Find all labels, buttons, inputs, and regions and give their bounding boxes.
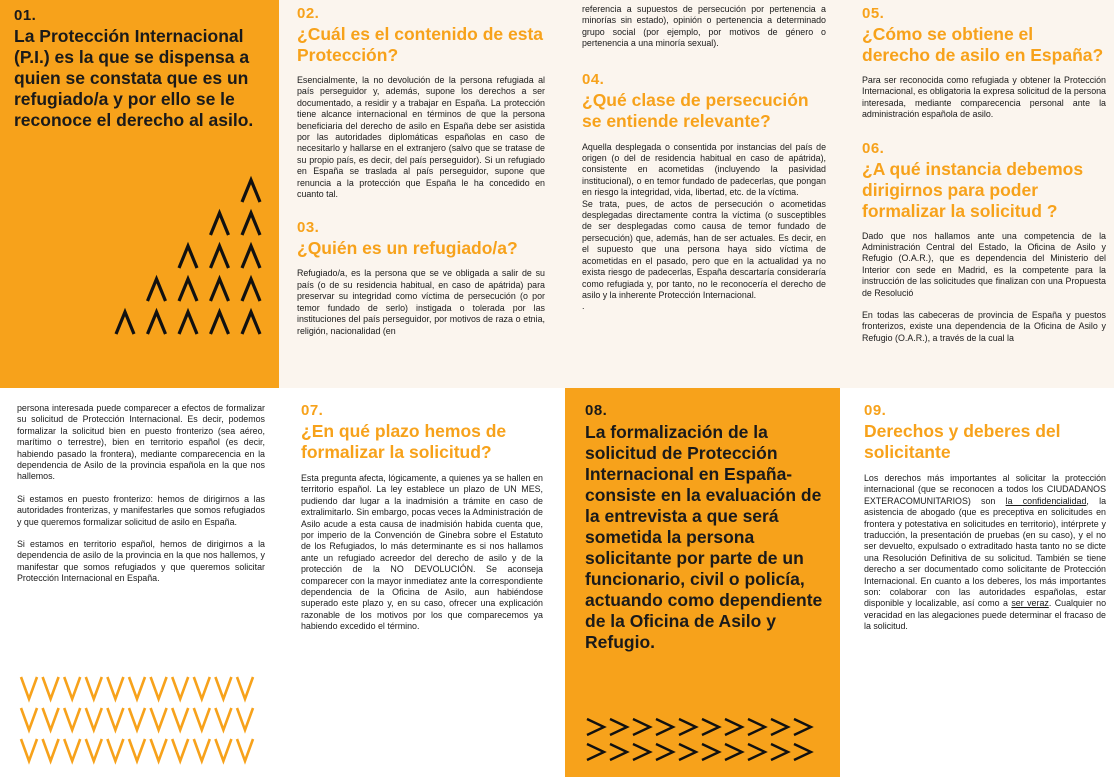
chevron-right-mark (633, 744, 650, 760)
chevron-down-mark (129, 677, 145, 699)
section-06-continued-body-2: Si estamos en puesto fronterizo: hemos de dirigirnos a las autoridades fronterizas, y manifestarles que somos refugiados y que queremos formalizar solicitud de asilo en España. (17, 493, 265, 527)
section-08-panel (565, 388, 840, 777)
caret-mark (211, 312, 229, 334)
chevron-down-pattern-icon (0, 388, 279, 777)
section-03-heading: ¿Quién es un refugiado/a? (297, 238, 518, 259)
chevron-right-mark (794, 719, 811, 735)
section-03-body: Refugiado/a, es la persona que se ve obligada a salir de su país (o de su residencia habitual, en caso de apátrida) para preservar su integridad como víctima de persecución (o por temor fundado de serlo) instigada o tolerada por las instituciones del país perseguidor, por motivos de raza o etnia, religión, nacionalidad (en (297, 268, 545, 336)
caret-mark (242, 213, 260, 235)
section-06-heading: ¿A qué instancia debemos dirigirnos para poder formalizar la solicitud ? (862, 158, 1084, 221)
section-06-continued-body-3: Si estamos en territorio español, hemos de dirigirnos a la dependencia de asilo de la provincia en la que nos hallemos, y manifestar que somos refugiados y que queremos solicitar Protección Internacional en España. (17, 539, 265, 584)
chevron-down-mark (237, 739, 253, 761)
chevron-down-mark (194, 739, 210, 761)
section-05-body: Para ser reconocida como refugiada y obtener la Protección Internacional, es obligatoria la expresa solicitud de la persona interesada, mediante comparecencia personal ante la administración española de asilo. (862, 75, 1106, 120)
caret-mark (179, 279, 197, 301)
chevron-down-mark (21, 739, 37, 761)
section-02-number: 02. (297, 5, 320, 22)
section-04-trailing-mark: . (582, 301, 585, 312)
chevron-right-mark (656, 744, 673, 760)
chevron-down-mark (107, 739, 123, 761)
chevron-down-mark (43, 677, 59, 699)
chevron-down-mark (237, 677, 253, 699)
chevron-down-mark (215, 708, 231, 730)
chevron-right-mark (587, 719, 604, 735)
chevron-down-mark (21, 708, 37, 730)
caret-mark (211, 246, 229, 268)
caret-triangle-pattern-icon (0, 0, 279, 388)
chevron-right-mark (633, 719, 650, 735)
caret-mark (148, 279, 166, 301)
chevron-down-mark (129, 739, 145, 761)
section-06-body-1: Dado que nos hallamos ante una competencia de la Administración Central del Estado, la Oficina de Asilo y Refugio (O.A.R.), que es dependencia del Ministerio del Interior con sede en Madrid, es la competente para la instrucción de las solicitudes que finalizan con una Propuesta de Resolució (862, 230, 1106, 298)
chevron-down-mark (215, 677, 231, 699)
section-05-number: 05. (862, 5, 885, 22)
chevron-down-mark (172, 677, 188, 699)
chevron-down-mark (194, 708, 210, 730)
section-02-heading: ¿Cuál es el contenido de esta Protección? (297, 24, 544, 65)
section-05-heading: ¿Cómo se obtiene el derecho de asilo en España? (862, 24, 1104, 65)
chevron-right-mark (725, 744, 742, 760)
chevron-down-mark (129, 708, 145, 730)
section-04-body-1: Aquella desplegada o consentida por instancias del país de origen (o del de residencia habitual en caso de apátrida), consistente en acometidas (incluyendo la pasividad institucional), o en temor fundado de padecerlas, que pongan en riesgo la integridad, vida, libertad, etc. de la víctima. (582, 141, 826, 198)
section-01-statement: La Protección Internacional (P.I.) es la que se dispensa a quien se constata que es un refugiado/a y por ello se le reconoce el derecho al asilo. (14, 26, 254, 130)
truthfulness-underlined-term: ser veraz (1011, 598, 1049, 609)
chevron-down-mark (172, 708, 188, 730)
section-09-body (864, 473, 1106, 633)
section-07-number: 07. (301, 402, 324, 419)
section-04-panel (568, 0, 842, 388)
section-09-body-part-b: , la asistencia de abogado (que es preceptiva en solicitudes en frontera y potestativa en solicitudes en territorio), intérprete y traducción, la presentación de pruebas (en su caso), y el no ser devuelto, expulsado o extraditado hasta tanto no se dicte una Resolución Definitiva de su solicitud. También se tiene derecho a ser documentado como solicitante de Protección Internacional. En cuanto a los deberes, los más importantes son: colaborar con las autoridades españolas, estar disponible y localizable, así como a (864, 495, 1107, 609)
section-06-body-2: En todas las cabeceras de provincia de España y puestos fronterizos, existe una dependencia de la Oficina de Asilo y Refugio (O.A.R.), a través de la cual la (862, 310, 1106, 343)
section-06-number: 06. (862, 139, 885, 157)
chevron-down-mark (237, 708, 253, 730)
caret-mark (148, 312, 166, 334)
chevron-right-mark (771, 719, 788, 735)
section-08-number: 08. (585, 402, 608, 419)
chevron-down-mark (172, 739, 188, 761)
section-01-panel (0, 0, 279, 388)
chevron-right-mark (587, 744, 604, 760)
chevron-right-mark (656, 719, 673, 735)
section-04-number: 04. (582, 70, 605, 88)
section-06-continued-body-1: persona interesada puede comparecer a efectos de formalizar su solicitud de Protección Internacional. Es decir, podemos formalizar la solicitud bien en puesto fronterizo (sea aéreo, marítimo o terrestre), bien en territorio español (es decir, habiendo pasado la frontera), mediante comparecencia en la dependencia de Asilo de la provincia española en la que nos hallemos. (17, 403, 265, 482)
chevron-right-mark (725, 719, 742, 735)
section-09-panel (850, 388, 1114, 777)
section-07-heading: ¿En qué plazo hemos de formalizar la solicitud? (301, 421, 507, 462)
chevron-right-pattern-icon (565, 388, 840, 777)
chevron-down-mark (107, 708, 123, 730)
section-06-continued-panel (0, 388, 279, 777)
confidentiality-underlined-term: la confidencialidad (1005, 495, 1087, 506)
chevron-down-mark (151, 739, 167, 761)
chevron-down-mark (43, 739, 59, 761)
section-04-body-2: Se trata, pues, de actos de persecución o acometidas desplegadas directamente contra la víctima (o susceptibles de ser desplegadas como causa de temor fundado de persecución) que, además, han de ser actuales. Es decir, en el supuesto que una persona haya sido víctima de acometidas en el pasado, pero que en la actualidad ya no exista riesgo de padecerlas, España descartaría consideraría como refugiada y, por tanto, no le reconocería el derecho de asilo y la inherente Protección Internacional. (582, 198, 826, 300)
caret-mark (242, 180, 260, 202)
chevron-right-mark (679, 744, 696, 760)
chevron-right-mark (794, 744, 811, 760)
chevron-down-mark (21, 677, 37, 699)
caret-mark (242, 246, 260, 268)
section-04-heading: ¿Qué clase de persecución se entiende relevante? (582, 89, 809, 131)
section-03-number: 03. (297, 219, 320, 237)
section-01-number: 01. (14, 7, 37, 24)
chevron-right-mark (702, 744, 719, 760)
chevron-down-mark (151, 708, 167, 730)
chevron-down-mark (64, 677, 80, 699)
section-09-body-part-c: . Cualquier no veracidad en las alegaciones puede determinar el fracaso de la solicitud. (864, 598, 1107, 632)
section-09-body-part-a: Los derechos más importantes al solicitar la protección internacional (que se reconocen a todos los CIUDADANOS EXTERACOMUNITARIOS) son (864, 473, 1106, 506)
caret-mark (242, 312, 260, 334)
chevron-right-mark (748, 744, 765, 760)
chevron-right-mark (679, 719, 696, 735)
section-05-panel (850, 0, 1114, 388)
section-07-body: Esta pregunta afecta, lógicamente, a quienes ya se hallen en territorio español. La ley establece un plazo de UN MES, pudiendo dar lugar a la inadmisión a trámite en caso de extralimitarlo. Sin embargo, pocas veces la Administración de Asilo acude a esta causa de inadmisión habida cuenta que, por imperio de la Convención de Ginebra sobre el Estatuto de los Refugiados, lo más determinante es si nos hallamos ante un refugiado acreedor del derecho de asilo y de la protección de la NO DEVOLUCIÓN. Se aconseja comparecer con la mayor inmediatez ante la correspondiente dependencia de la Oficina de Asilo, aun habiéndose superado este plazo y, en su caso, ofrecer una explicación razonable de los motivos por los que comparecemos ya habiendo excedido el término. (301, 473, 543, 632)
chevron-right-mark (610, 719, 627, 735)
chevron-down-mark (151, 677, 167, 699)
section-09-number: 09. (864, 402, 887, 419)
section-02-body: Esencialmente, la no devolución de la persona refugiada al país perseguidor y, además, supone los derechos a ser documentado, a residir y a trabajar en España. La protección tiene alcance internacional en términos de que la persona beneficiaria del derecho de asilo en España debe ser asistida por las autoridades diplomáticas españolas en caso de necesitarlo y hallarse en el extranjero (salvo que se tratase de su propio país, es decir, del país perseguidor). Si un refugiado en España se traslada al país perseguidor, supone que renuncia a la protección que España le ha concedido en cuanto tal. (297, 75, 545, 200)
section-03-continued-body: referencia a supuestos de persecución por pertenencia a minorías sin estado), opinión o pertenencia a determinado grupo social (por ejemplo, por motivos de género o pertenencia a una minoría sexual). (582, 4, 826, 49)
chevron-right-mark (610, 744, 627, 760)
caret-mark (116, 312, 134, 334)
chevron-down-mark (215, 739, 231, 761)
chevron-right-mark (771, 744, 788, 760)
caret-mark (242, 279, 260, 301)
caret-mark (211, 279, 229, 301)
chevron-down-mark (107, 677, 123, 699)
chevron-right-mark (748, 719, 765, 735)
section-02-panel (285, 0, 557, 388)
section-09-heading: Derechos y deberes del solicitante (864, 421, 1061, 462)
caret-mark (211, 213, 229, 235)
section-08-statement: La formalización de la solicitud de Protección Internacional en España- consiste en la evaluación de la entrevista a que será sometida la persona solicitante por parte de un funcionario, civil o policía, actuando como dependiente de la Oficina de Asilo y Refugio. (585, 422, 823, 652)
chevron-down-mark (86, 677, 102, 699)
chevron-down-mark (86, 708, 102, 730)
section-07-panel (285, 388, 555, 777)
chevron-down-mark (194, 677, 210, 699)
chevron-down-mark (64, 708, 80, 730)
chevron-right-mark (702, 719, 719, 735)
chevron-down-mark (64, 739, 80, 761)
chevron-down-mark (86, 739, 102, 761)
caret-mark (179, 312, 197, 334)
caret-mark (179, 246, 197, 268)
chevron-down-mark (43, 708, 59, 730)
